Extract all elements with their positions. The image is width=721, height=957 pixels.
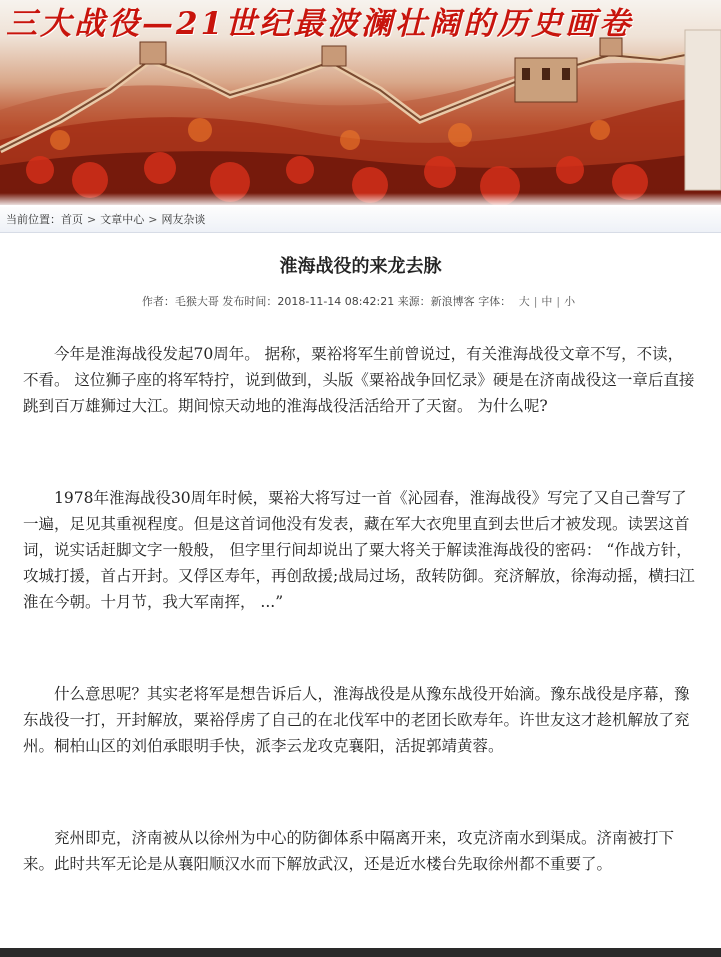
- breadcrumb: [0, 207, 721, 233]
- breadcrumb-home-link[interactable]: 首页: [61, 213, 83, 226]
- divider: |: [533, 295, 538, 308]
- article-paragraph: 今年是淮海战役发起70周年。 据称，粟裕将军生前曾说过，有关淮海战役文章不写，不读，不看。 这位狮子座的将军特拧，说到做到，头版《粟裕战争回忆录》硬是在济南战役这一章后直接跳到百万雄狮过大江。期间惊天动地的淮海战役活活给开了天窗。 为什么呢?: [23, 345, 695, 415]
- breadcrumb-separator: >: [148, 213, 158, 226]
- article-paragraph: 什么意思呢？其实老将军是想告诉后人，淮海战役是从豫东战役开始滴。豫东战役是序幕，豫东战役一打，开封解放，粟裕俘虏了自己的在北伐军中的老团长欧寿年。许世友这才趁机解放了兖州。桐柏山区的刘伯承眼明手快，派李云龙攻克襄阳，活捉郭靖黄蓉。: [23, 685, 690, 755]
- banner-title: 三大战役—21世纪最波澜壮阔的历史画卷: [6, 6, 634, 42]
- font-size-medium-button[interactable]: 中: [541, 295, 553, 308]
- paragraph-gap: [23, 615, 698, 681]
- breadcrumb-forum-link[interactable]: 网友杂谈: [161, 213, 206, 226]
- article-meta: [0, 293, 721, 309]
- paragraph-gap: [23, 759, 698, 825]
- article-title: 淮海战役的来龙去脉: [279, 256, 442, 277]
- source-label: 来源：: [397, 295, 431, 308]
- header-banner: [0, 0, 721, 205]
- bottom-bar: [0, 948, 721, 957]
- font-size-small-button[interactable]: 小: [564, 295, 576, 308]
- paragraph-gap: [23, 419, 698, 485]
- breadcrumb-prefix: 当前位置：: [6, 213, 61, 226]
- source-name: 新浪博客: [430, 295, 475, 308]
- author-label: 作者：: [141, 295, 175, 308]
- publish-time: 2018-11-14 08:42:21: [277, 295, 395, 308]
- font-size-large-button[interactable]: 大: [518, 295, 530, 308]
- article-body: [23, 341, 698, 877]
- divider: |: [556, 295, 561, 308]
- author-name: 毛猴大哥: [174, 295, 219, 308]
- font-size-label: 字体：: [478, 295, 512, 308]
- time-label: 发布时间：: [222, 295, 278, 308]
- article-paragraph: 1978年淮海战役30周年时候，粟裕大将写过一首《沁园春，淮海战役》写完了又自己誊写了一遍，足见其重视程度。但是这首词他没有发表，藏在军大衣兜里直到去世后才被发现。读罢这首词，说实话赶脚文字一般般， 但字里行间却说出了粟大将关于解读淮海战役的密码： “作战方针，攻城打援，首占开封。又俘区寿年，再创敌援;战局过场，敌转防御。兖济解放，徐海动摇，横扫江淮在今朝。十月节，我大军南挥， ...”: [23, 489, 695, 611]
- breadcrumb-separator: >: [87, 213, 97, 226]
- article-paragraph: 兖州即克，济南被从以徐州为中心的防御体系中隔离开来，攻克济南水到渠成。济南被打下来。此时共军无论是从襄阳顺汉水而下解放武汉，还是近水楼台先取徐州都不重要了。: [23, 829, 675, 873]
- banner-fade: [0, 193, 721, 205]
- breadcrumb-article-center-link[interactable]: 文章中心: [100, 213, 145, 226]
